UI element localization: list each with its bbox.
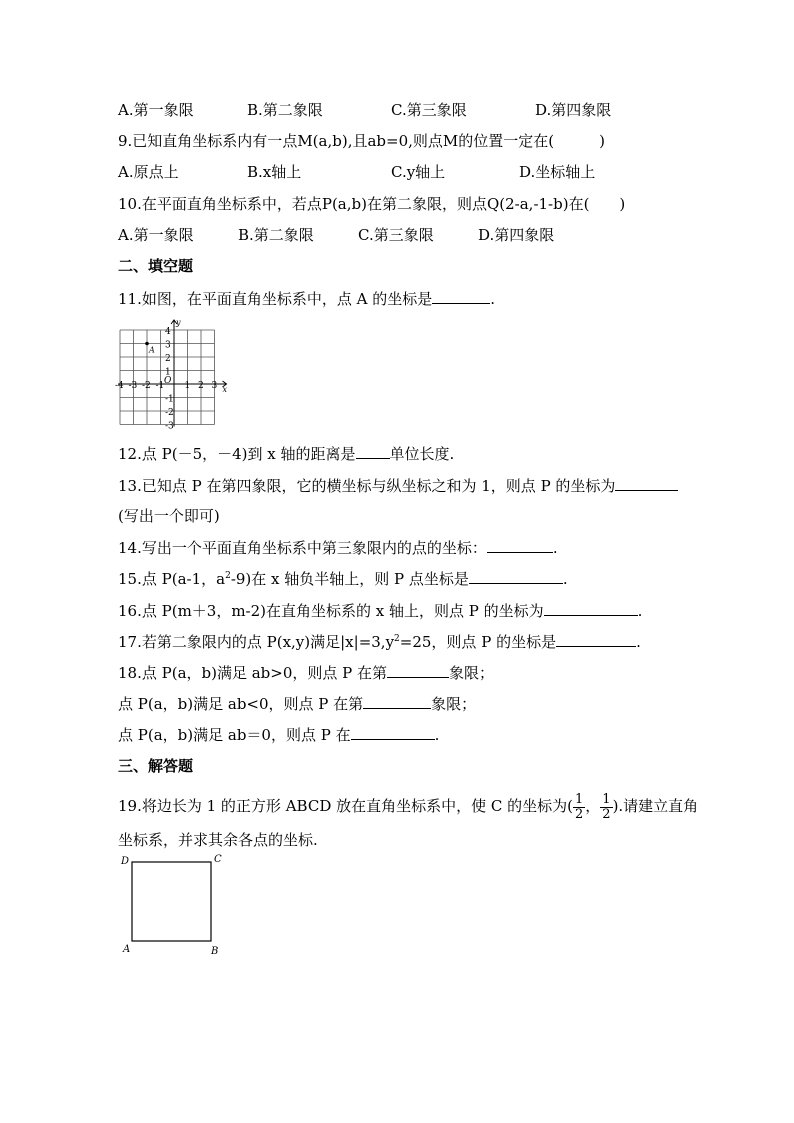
- q12-text: 12.点 P(－5，－4)到 x 轴的距离是: [118, 445, 356, 463]
- q16-text: 16.点 P(m＋3，m-2)在直角坐标系的 x 轴上，则点 P 的坐标为: [118, 602, 544, 620]
- q8-option-b: B.第二象限: [247, 101, 323, 119]
- q16-period: .: [637, 602, 643, 620]
- q10-option-b: B.第二象限: [238, 226, 314, 244]
- q19-fraction-x-denominator: 2: [574, 806, 584, 822]
- q8-option-c: C.第三象限: [391, 101, 467, 119]
- y-tick-label: -2: [165, 408, 174, 418]
- q14-period: .: [552, 539, 558, 557]
- vertex-label-b: B: [211, 946, 219, 957]
- q9-option-b: B.x轴上: [247, 163, 302, 181]
- x-tick-label: -4: [115, 381, 124, 391]
- q17-period: .: [636, 633, 641, 651]
- q18-a-text-end: 象限；: [449, 664, 495, 682]
- y-tick-label: -1: [165, 394, 174, 405]
- q18-part-c: [118, 724, 439, 745]
- q18-a-answer-blank[interactable]: [387, 662, 449, 678]
- q17-exponent: 2: [394, 634, 400, 644]
- q19-fraction-y-numerator: 1: [602, 791, 611, 807]
- q14-stem: [118, 537, 558, 558]
- q15-period: .: [562, 570, 568, 588]
- q13-text: 13.已知点 P 在第四象限，它的横坐标与纵坐标之和为 1，则点 P 的坐标为: [118, 477, 616, 495]
- q10-stem: 10.在平面直角坐标系中，若点P(a,b)在第二象限，则点Q(2-a,-1-b)在( ): [118, 195, 626, 213]
- q16-answer-blank[interactable]: [544, 600, 638, 616]
- q18-part-b: [118, 693, 476, 714]
- vertex-label-d: D: [121, 856, 130, 867]
- coordinate-grid-figure: [116, 316, 236, 430]
- q17-stem: [118, 631, 641, 652]
- q13-note: (写出一个即可): [118, 507, 220, 525]
- x-tick-label: 3: [211, 381, 218, 391]
- q18-c-period: .: [434, 726, 440, 744]
- q18-a-text: 18.点 P(a，b)满足 ab>0，则点 P 在第: [118, 664, 388, 682]
- x-axis-label: x: [222, 385, 228, 394]
- q11-text: 11.如图，在平面直角坐标系中，点 A 的坐标是: [118, 290, 433, 308]
- section-heading-solve: 三、解答题: [118, 757, 194, 775]
- q18-b-text: 点 P(a，b)满足 ab<0，则点 P 在第: [118, 695, 364, 713]
- q19-fraction-x: [573, 793, 585, 822]
- y-tick-label: -3: [165, 421, 174, 432]
- y-tick-label: 2: [165, 354, 171, 364]
- q12-answer-blank[interactable]: [356, 443, 390, 459]
- q19-text-end: ).请建立直角: [612, 797, 699, 815]
- x-tick-label: -2: [142, 381, 151, 391]
- q10-option-c: C.第三象限: [358, 226, 434, 244]
- q18-b-answer-blank[interactable]: [363, 693, 431, 709]
- q19-stem: [118, 790, 698, 822]
- q17-answer-blank[interactable]: [556, 631, 636, 647]
- q8-option-d: D.第四象限: [535, 101, 612, 119]
- q13-stem: [118, 475, 678, 496]
- q14-text: 14.写出一个平面直角坐标系中第三象限内的点的坐标：: [118, 539, 487, 557]
- q10-option-d: D.第四象限: [478, 226, 555, 244]
- q10-option-a: A.第一象限: [118, 226, 194, 244]
- x-tick-label: -3: [128, 381, 138, 391]
- square-abcd: [132, 862, 211, 941]
- q17-text: 17.若第二象限内的点 P(x,y)满足|x|=3,y: [118, 633, 395, 651]
- q11-period: .: [490, 290, 496, 308]
- q16-stem: [118, 600, 642, 621]
- square-abcd-figure: [118, 852, 228, 958]
- q13-answer-blank[interactable]: [615, 475, 678, 491]
- q15-exponent: 2: [225, 571, 231, 581]
- q19-comma: ，: [585, 797, 601, 815]
- q9-stem: 9.已知直角坐标系内有一点M(a,b),且ab=0,则点M的位置一定在( ): [118, 132, 605, 150]
- y-tick-label: 3: [165, 340, 171, 351]
- y-tick-label: 4: [165, 327, 171, 337]
- q11-stem: [118, 288, 495, 309]
- q15-text: 15.点 P(a-1，a: [118, 570, 226, 588]
- q9-option-a: A.原点上: [118, 163, 179, 181]
- q19-text: 19.将边长为 1 的正方形 ABCD 放在直角坐标系中，使 C 的坐标为(: [118, 797, 573, 815]
- q18-part-a: [118, 662, 494, 683]
- origin-label: O: [164, 376, 172, 386]
- q19-fraction-x-numerator: 1: [574, 791, 584, 807]
- q12-stem: [118, 443, 454, 464]
- q19-line2: 坐标系，并求其余各点的坐标.: [118, 831, 318, 849]
- x-tick-label: -1: [155, 381, 165, 391]
- q19-fraction-y-denominator: 2: [602, 806, 611, 822]
- q17-text-mid: =25，则点 P 的坐标是: [399, 633, 557, 651]
- q19-fraction-y: [600, 793, 612, 822]
- q15-answer-blank[interactable]: [469, 568, 563, 584]
- q9-option-d: D.坐标轴上: [519, 163, 596, 181]
- q18-b-text-end: 象限；: [431, 695, 477, 713]
- x-tick-label: 2: [198, 381, 204, 391]
- point-a-label: A: [149, 345, 155, 355]
- q12-text-end: 单位长度.: [389, 445, 455, 463]
- q15-stem: [118, 568, 568, 589]
- vertex-label-a: A: [123, 944, 131, 955]
- section-heading-fill-in: 二、填空题: [118, 257, 194, 275]
- y-tick-label: 1: [165, 367, 171, 378]
- x-tick-label: 1: [184, 381, 191, 391]
- q14-answer-blank[interactable]: [487, 537, 553, 553]
- q18-c-text: 点 P(a，b)满足 ab＝0，则点 P 在: [118, 726, 351, 744]
- q8-option-a: A.第一象限: [118, 101, 194, 119]
- vertex-label-c: C: [214, 854, 222, 865]
- q18-c-answer-blank[interactable]: [351, 724, 435, 740]
- q11-answer-blank[interactable]: [432, 288, 490, 304]
- y-axis-label: y: [176, 318, 181, 327]
- q15-text-mid: -9)在 x 轴负半轴上，则 P 点坐标是: [230, 570, 469, 588]
- q9-option-c: C.y轴上: [391, 163, 446, 181]
